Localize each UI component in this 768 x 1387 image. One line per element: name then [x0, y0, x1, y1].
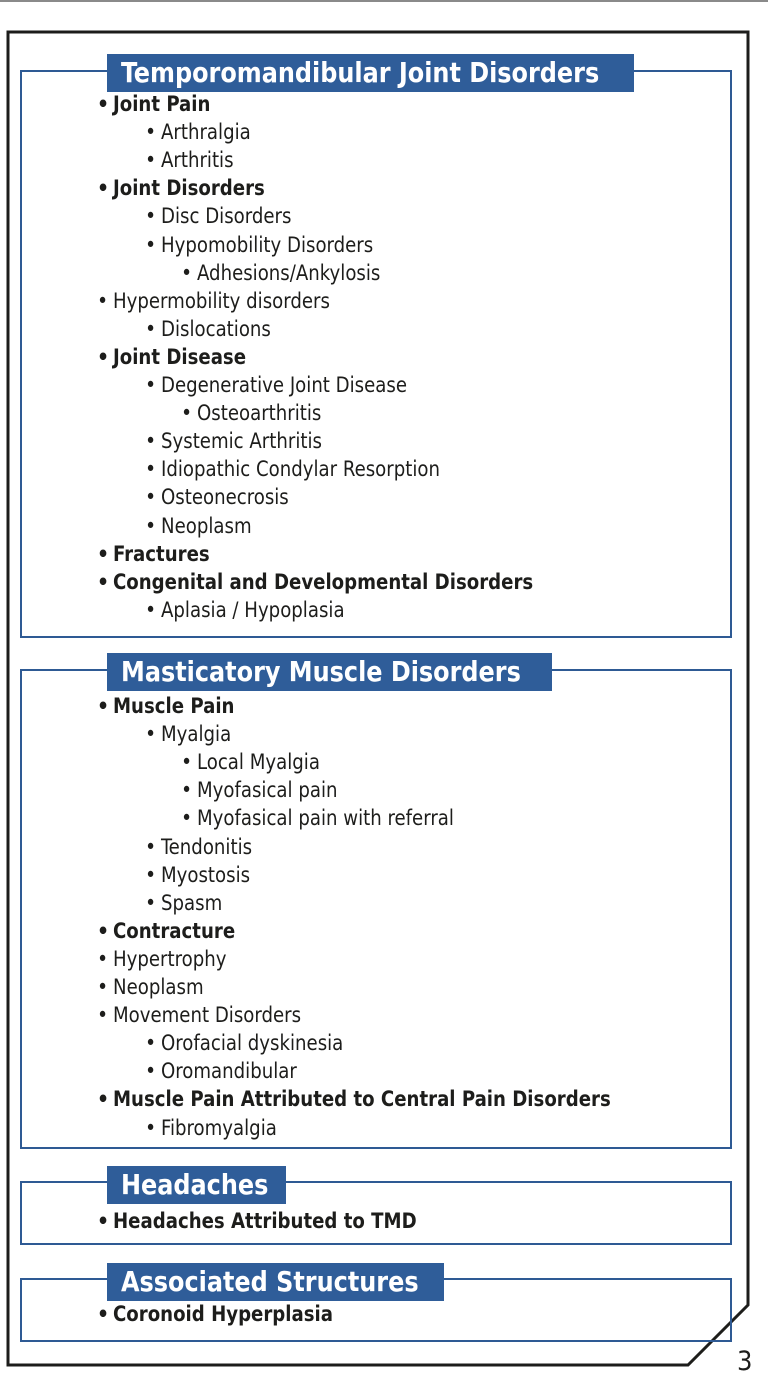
list-item	[97, 1300, 342, 1328]
bullet-icon: •	[97, 1003, 109, 1028]
list-item-label: Coronoid Hyperplasia	[113, 1302, 333, 1326]
list-item-label: Spasm	[161, 890, 223, 915]
section-temporomandibular-joint-disorders	[20, 56, 732, 638]
bullet-icon: •	[145, 1059, 157, 1084]
section-associated-structures	[20, 1265, 732, 1342]
bullet-icon: •	[97, 694, 110, 718]
list-item	[97, 90, 214, 118]
list-item-label: Fibromyalgia	[161, 1115, 277, 1140]
section-title-bar	[107, 1166, 286, 1204]
bullet-icon: •	[145, 316, 157, 341]
list-item-label: Hypermobility disorders	[113, 288, 330, 313]
bullet-icon: •	[145, 120, 157, 145]
bullet-icon: •	[97, 288, 109, 313]
bullet-icon: •	[97, 918, 110, 943]
list-item	[145, 512, 255, 540]
bullet-icon: •	[145, 204, 157, 229]
section-title: Headaches	[121, 1168, 269, 1201]
bullet-icon: •	[181, 778, 193, 803]
bullet-icon: •	[145, 148, 157, 173]
list-item-label: Arthralgia	[161, 120, 251, 145]
list-item-label: Neoplasm	[113, 975, 204, 999]
list-item	[181, 776, 343, 804]
list-item-label: Headaches Attributed to TMD	[113, 1209, 417, 1233]
list-item	[145, 315, 275, 343]
list-item	[97, 1001, 309, 1029]
bullet-icon: •	[145, 890, 157, 915]
list-item	[145, 1029, 351, 1057]
list-item-label: Joint Pain	[113, 92, 211, 116]
list-item	[145, 483, 294, 511]
section-title-bar	[107, 54, 634, 92]
list-item-label: Systemic Arthritis	[161, 429, 322, 454]
bullet-icon: •	[145, 232, 157, 257]
list-item-label: Orofacial dyskinesia	[161, 1031, 344, 1056]
bullet-icon: •	[145, 1115, 157, 1140]
list-item	[145, 202, 297, 230]
bullet-icon: •	[145, 722, 157, 747]
list-item	[97, 540, 214, 568]
bullet-icon: •	[181, 260, 193, 285]
bullet-icon: •	[145, 429, 157, 454]
section-title-bar	[107, 1263, 444, 1301]
list-item	[145, 371, 417, 399]
bullet-icon: •	[97, 946, 109, 971]
list-item-label: Fractures	[113, 541, 210, 566]
list-item	[97, 1207, 429, 1235]
list-item	[145, 455, 452, 483]
bullet-icon: •	[97, 1209, 110, 1233]
section-masticatory-muscle-disorders	[20, 655, 732, 1149]
bullet-icon: •	[145, 485, 157, 510]
list-item-label: Oromandibular	[161, 1059, 297, 1084]
bullet-icon: •	[97, 92, 110, 116]
bullet-icon: •	[97, 975, 109, 999]
list-item-label: Joint Disorders	[113, 176, 265, 201]
list-item	[145, 861, 254, 889]
list-item-label: Joint Disease	[113, 344, 247, 369]
list-item	[97, 692, 240, 720]
list-item-label: Idiopathic Condylar Resorption	[161, 457, 440, 482]
list-item-label: Muscle Pain	[113, 694, 235, 718]
list-item-label: Disc Disorders	[161, 204, 292, 229]
list-item	[97, 945, 231, 973]
list-item-label: Osteonecrosis	[161, 485, 289, 510]
list-item	[145, 720, 234, 748]
list-item	[181, 804, 465, 832]
bullet-icon: •	[145, 457, 157, 482]
list-item	[97, 174, 271, 202]
bullet-icon: •	[97, 176, 110, 201]
section-title: Associated Structures	[121, 1265, 419, 1298]
list-item	[145, 833, 256, 861]
bullet-icon: •	[97, 1087, 110, 1112]
list-item	[181, 259, 388, 287]
bullet-icon: •	[145, 1031, 157, 1056]
bullet-icon: •	[97, 1302, 110, 1326]
list-item-label: Osteoarthritis	[197, 401, 322, 426]
bullet-icon: •	[97, 569, 110, 594]
bullet-icon: •	[145, 373, 157, 397]
list-item-label: Aplasia / Hypoplasia	[161, 597, 345, 622]
list-item-label: Dislocations	[161, 316, 271, 341]
list-item-label: Movement Disorders	[113, 1003, 302, 1028]
list-item	[145, 889, 225, 917]
list-item	[181, 748, 325, 776]
list-item-label: Tendonitis	[161, 834, 253, 859]
list-item-label: Contracture	[113, 918, 236, 943]
section-title: Masticatory Muscle Disorders	[121, 655, 521, 688]
list-item	[97, 973, 207, 1001]
list-item	[145, 146, 237, 174]
list-item	[145, 118, 254, 146]
page-number: 3	[737, 1346, 753, 1377]
list-item	[145, 1057, 303, 1085]
section-title-bar	[107, 653, 552, 691]
list-item	[97, 287, 339, 315]
bullet-icon: •	[145, 834, 157, 859]
list-item-label: Congenital and Developmental Disorders	[113, 569, 534, 594]
list-item-label: Myofasical pain with referral	[197, 806, 454, 831]
list-item	[97, 917, 240, 945]
list-item-label: Hypomobility Disorders	[161, 232, 374, 257]
section-headaches	[20, 1168, 732, 1245]
list-item-label: Local Myalgia	[197, 750, 320, 775]
bullet-icon: •	[145, 862, 157, 887]
list-item-label: Neoplasm	[161, 513, 252, 538]
bullet-icon: •	[145, 597, 157, 622]
list-item-label: Myalgia	[161, 722, 232, 747]
list-item-label: Degenerative Joint Disease	[161, 373, 408, 397]
bullet-icon: •	[97, 541, 110, 566]
section-title: Temporomandibular Joint Disorders	[121, 56, 600, 89]
list-item	[181, 399, 327, 427]
bullet-icon: •	[97, 344, 110, 369]
list-item-label: Arthritis	[161, 148, 234, 173]
list-item-label: Adhesions/Ankylosis	[197, 260, 381, 285]
list-item-label: Myofasical pain	[197, 778, 338, 803]
list-item	[97, 343, 252, 371]
list-item	[145, 231, 382, 259]
list-item	[145, 596, 352, 624]
bullet-icon: •	[181, 401, 193, 426]
bullet-icon: •	[145, 513, 157, 538]
list-item-label: Myostosis	[161, 862, 251, 887]
list-item-label: Hypertrophy	[113, 946, 227, 971]
list-item	[145, 427, 329, 455]
bullet-icon: •	[181, 750, 193, 775]
list-item	[97, 568, 551, 596]
list-item	[145, 1114, 282, 1142]
bullet-icon: •	[181, 806, 193, 831]
list-item	[97, 1085, 632, 1113]
list-item-label: Muscle Pain Attributed to Central Pain Disorders	[113, 1087, 611, 1112]
